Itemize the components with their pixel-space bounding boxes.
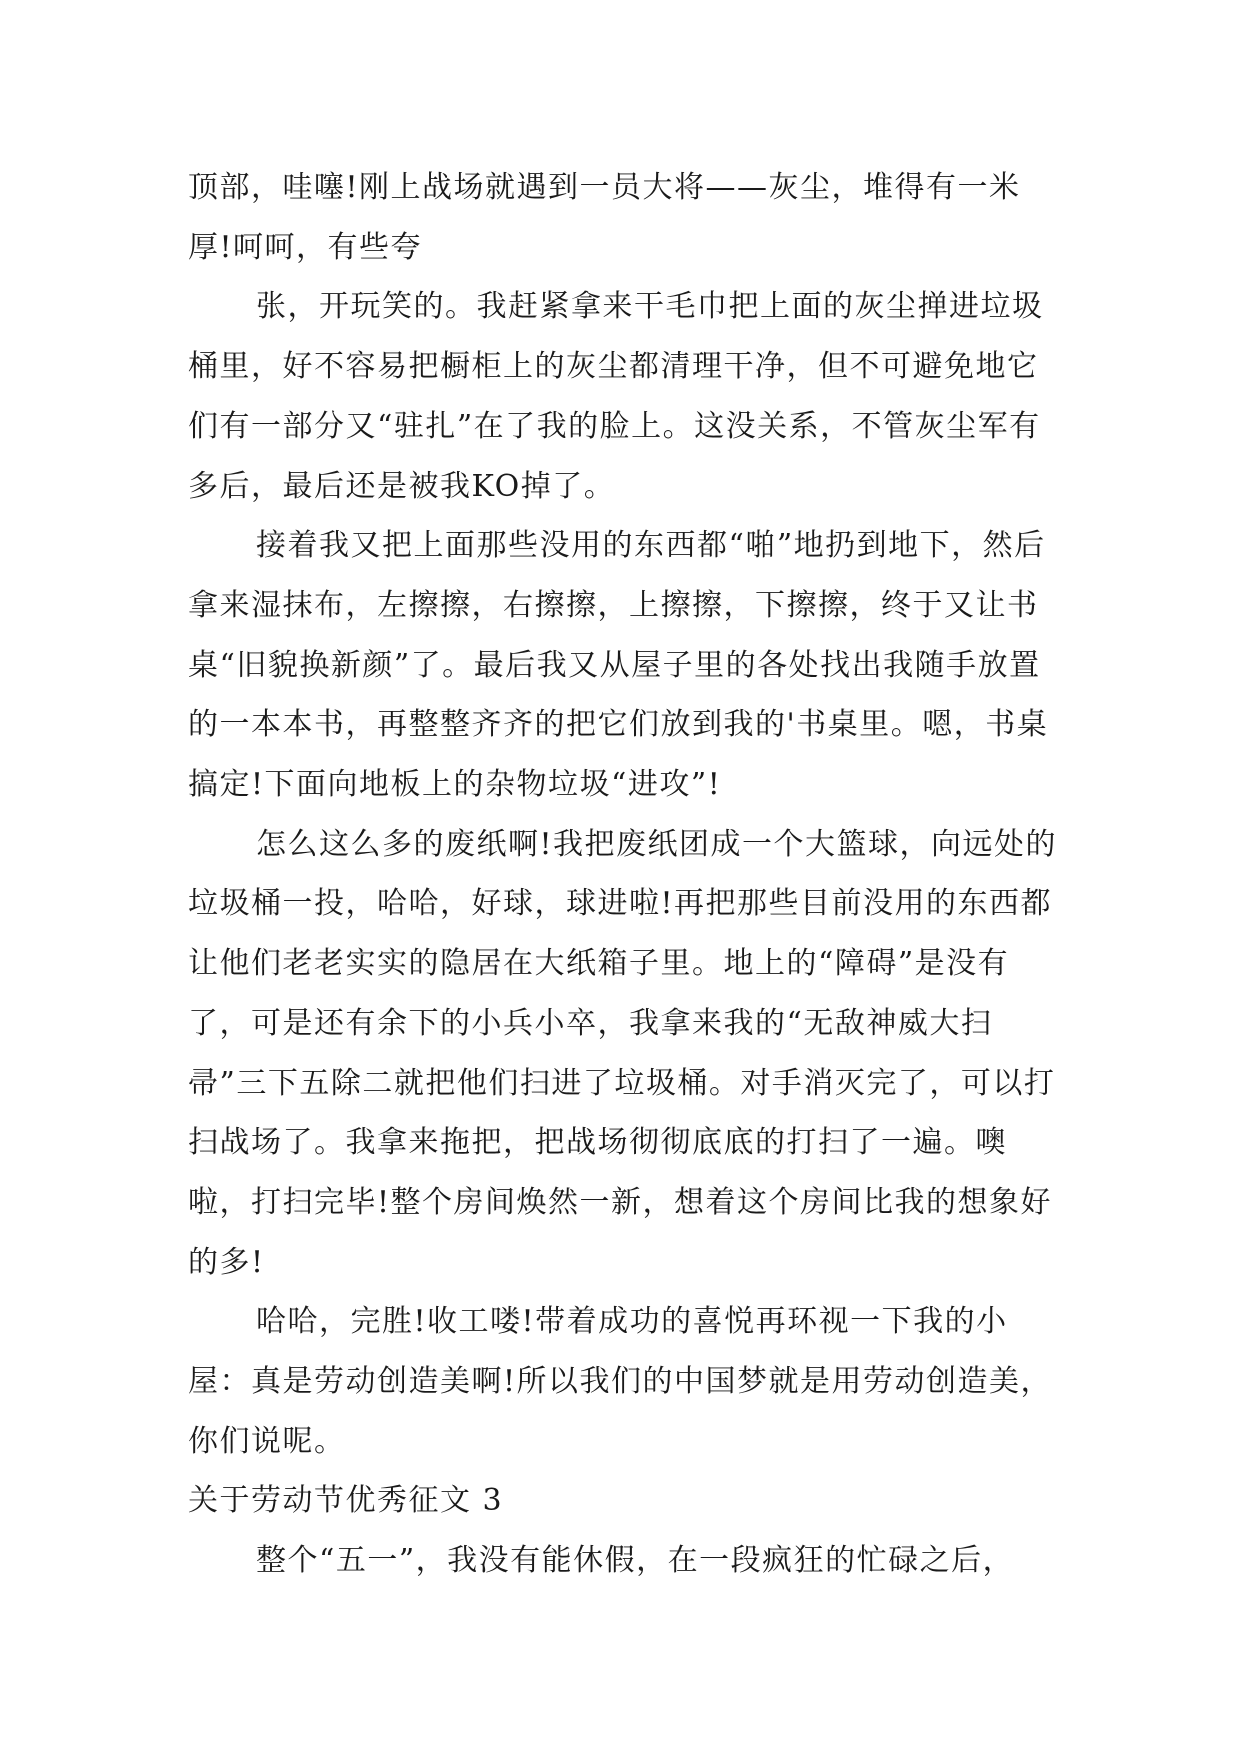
paragraph-cleaning-cabinet: 张，开玩笑的。我赶紧拿来干毛巾把上面的灰尘掸进垃圾桶里，好不容易把橱柜上的灰尘都清理干净，但不可避免地它们有一部分又“驻扎”在了我的脸上。这没关系，不管灰尘军有多后，最后还是被我KO掉了。: [188, 289, 1044, 504]
section-heading: 关于劳动节优秀征文 3: [188, 1483, 504, 1519]
paragraph-new-essay-start: 整个“五一”，我没有能休假，在一段疯狂的忙碌之后，: [256, 1543, 1015, 1579]
document-body: [188, 158, 1060, 1591]
paragraph-conclusion: 哈哈，完胜!收工喽!带着成功的喜悦再环视一下我的小屋：真是劳动创造美啊!所以我们的中国梦就是用劳动创造美，你们说呢。: [188, 1304, 1053, 1459]
paragraph-cleaning-floor: 怎么这么多的废纸啊!我把废纸团成一个大篮球，向远处的垃圾桶一投，哈哈，好球，球进啦!再把那些目前没用的东西都让他们老老实实的隐居在大纸箱子里。地上的“障碍”是没有了，可是还有余下的小兵小卒，我拿来我的“无敌神威大扫帚”三下五除二就把他们扫进了垃圾桶。对手消灭完了，可以打扫战场了。我拿来拖把，把战场彻彻底底的打扫了一遍。噢啦，打扫完毕!整个房间焕然一新，想着这个房间比我的想象好的多!: [188, 826, 1058, 1280]
paragraph-cleaning-desk: 接着我又把上面那些没用的东西都“啪”地扔到地下，然后拿来湿抹布，左擦擦，右擦擦，上擦擦，下擦擦，终于又让书桌“旧貌换新颜”了。最后我又从屋子里的各处找出我随手放置的一本本书，再整整齐齐的把它们放到我的'书桌里。嗯，书桌搞定!下面向地板上的杂物垃圾“进攻”!: [188, 528, 1049, 803]
paragraph-continuation: 顶部，哇噻!刚上战场就遇到一员大将——灰尘，堆得有一米厚!呵呵，有些夸: [188, 170, 1021, 265]
